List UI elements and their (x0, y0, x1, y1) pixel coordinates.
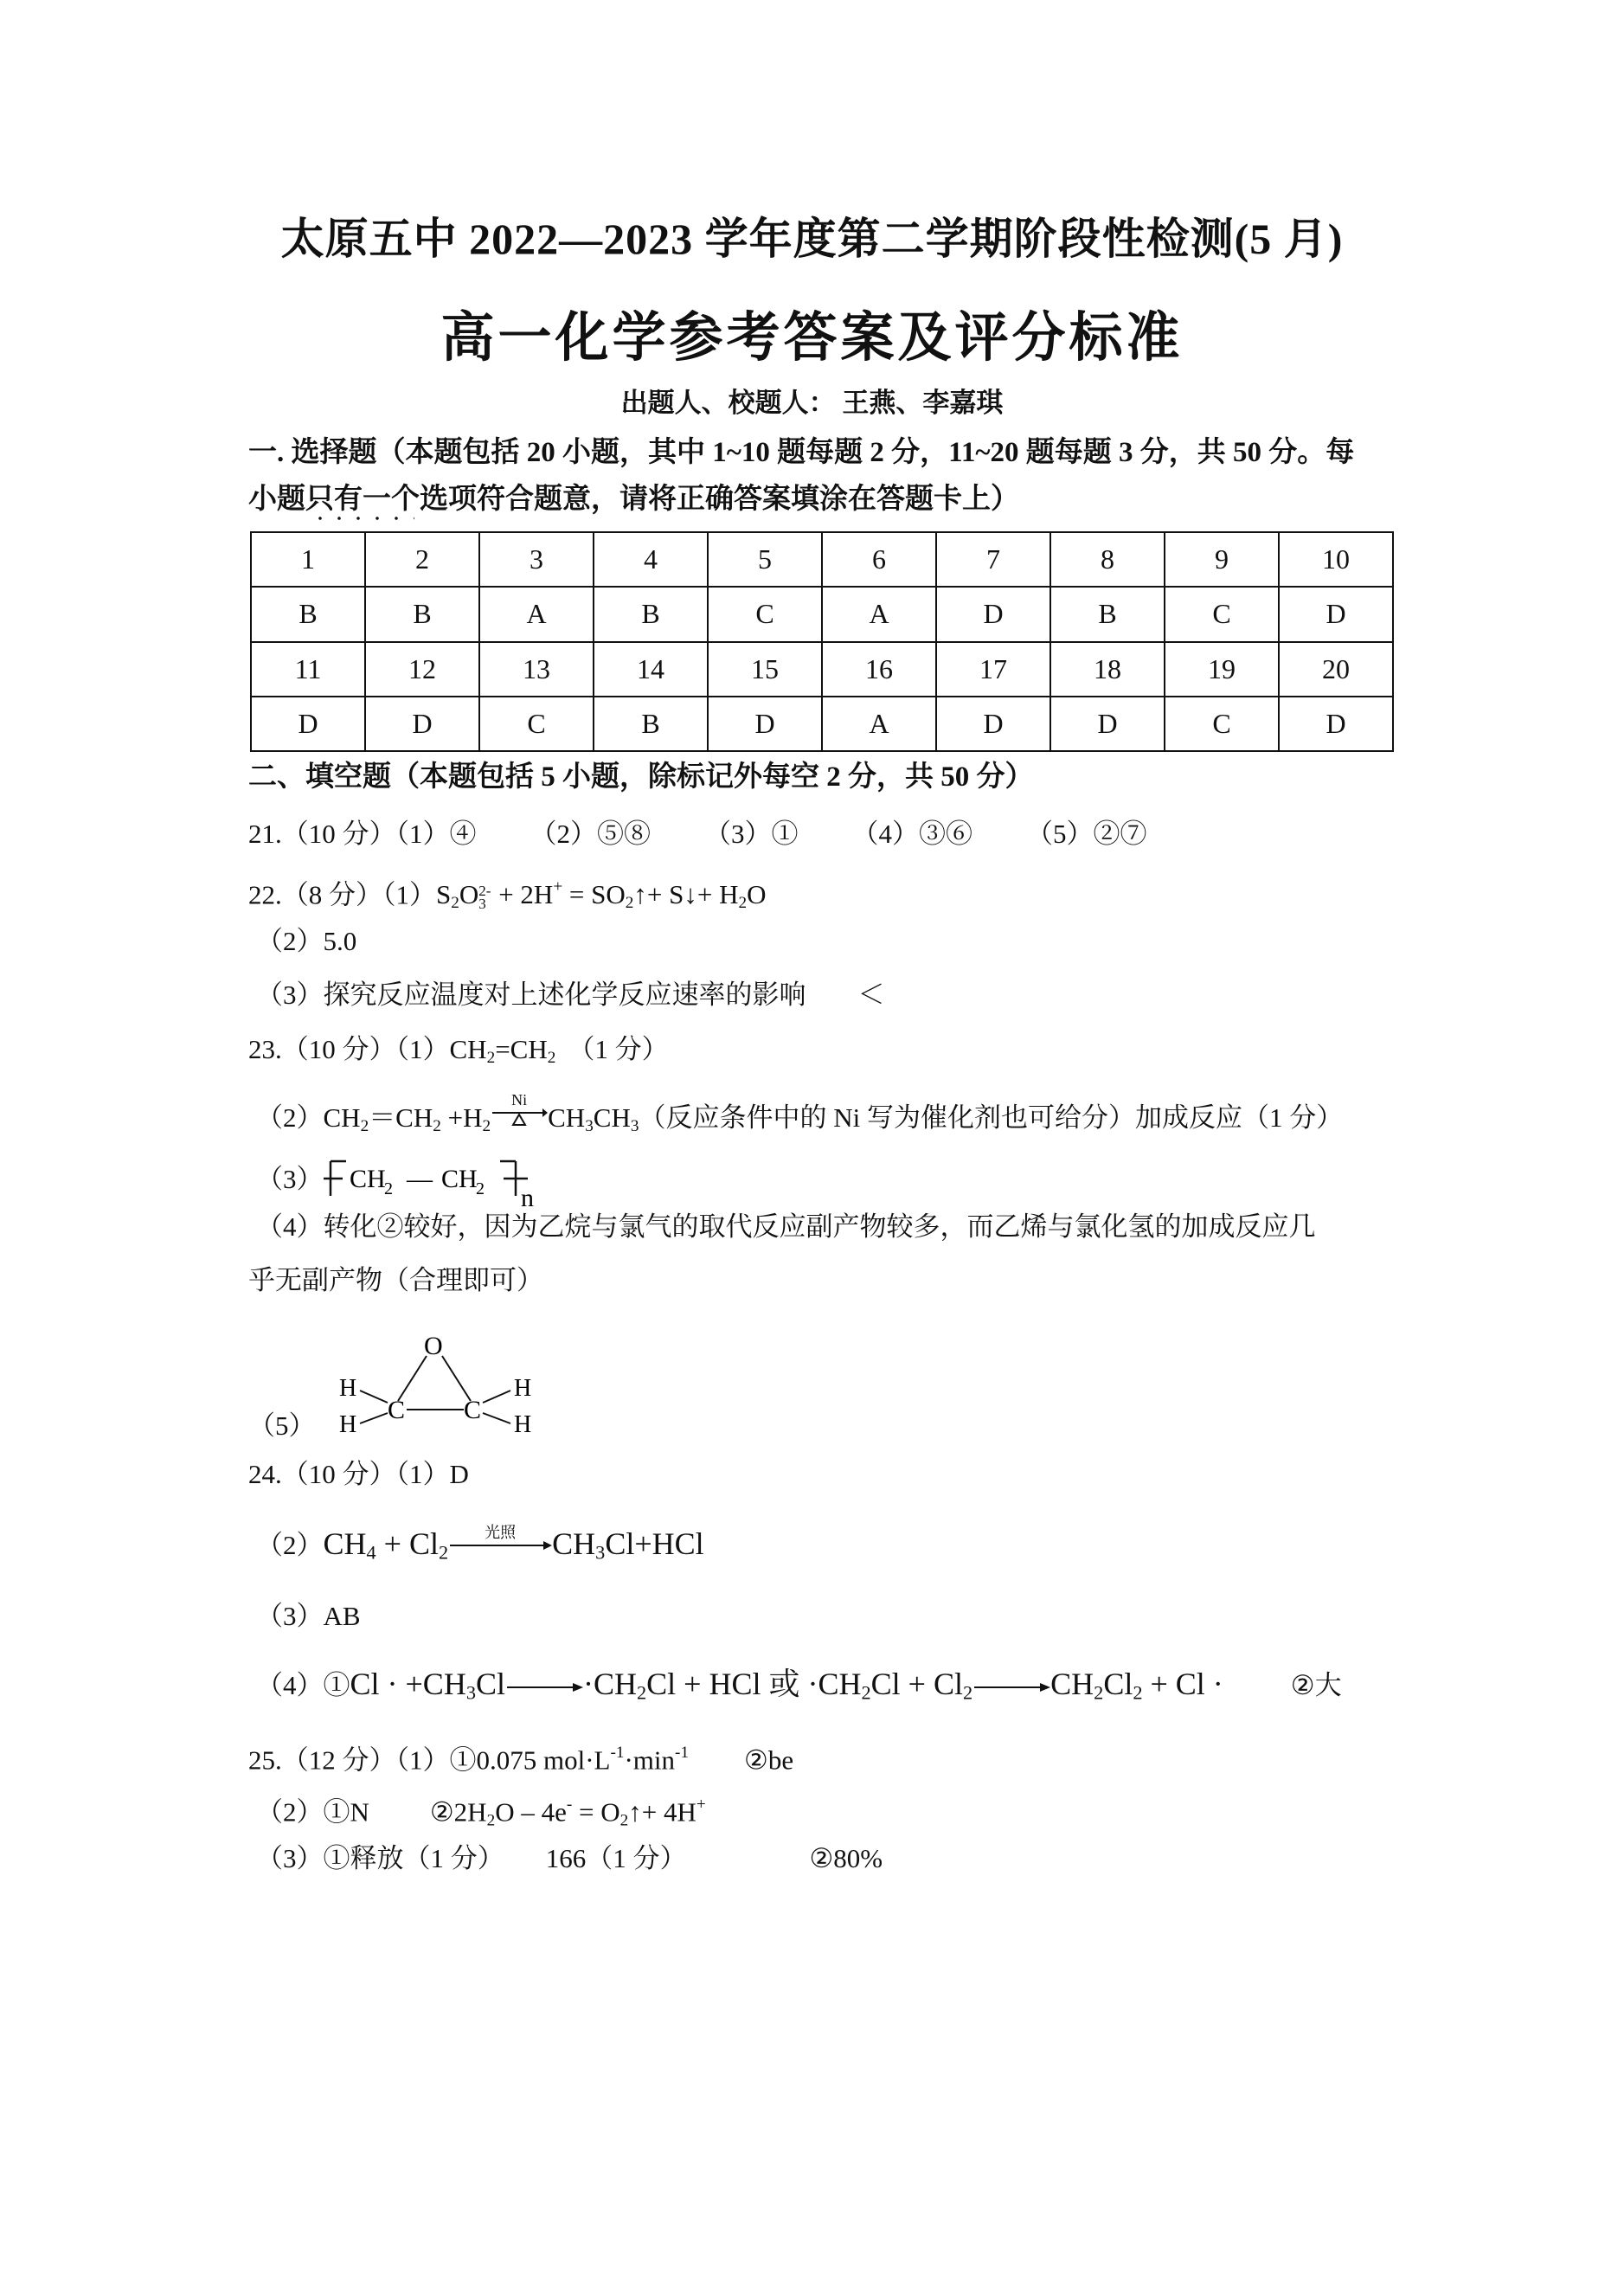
answer-row (251, 587, 1393, 641)
q22-line2: （2）5.0 (256, 926, 357, 956)
question-number-cell: 1 (251, 532, 365, 587)
question-number-cell: 7 (936, 532, 1050, 587)
q22-part3-answer: ＜ (857, 980, 885, 1010)
answer-cell: C (708, 587, 822, 641)
answer-cell: B (594, 587, 708, 641)
answer-cell: D (1279, 697, 1393, 751)
question-number-cell: 17 (936, 642, 1050, 697)
polymer-subscript-n: n (520, 1184, 534, 1208)
answer-cell: A (479, 587, 594, 641)
atom-H: H (339, 1375, 357, 1402)
ethylene-oxide-structure (337, 1330, 545, 1434)
q21-part5: （5）②⑦ (1026, 819, 1147, 849)
q22-line3 (256, 978, 885, 1012)
question-number-cell: 6 (822, 532, 936, 587)
answer-cell: A (822, 587, 936, 641)
q23-part5-label: （5） (248, 1410, 316, 1441)
svg-text:2: 2 (383, 1179, 393, 1198)
answer-table (250, 531, 1394, 752)
atom-O: O (424, 1332, 443, 1360)
q24-line2: $(2)CH_4 + Cl_2$ 光照 $CH_3Cl+HCl$ (256, 1523, 704, 1564)
document-title: 高一化学参考答案及评分标准 (440, 309, 1184, 368)
answer-cell: D (251, 697, 365, 751)
answer-cell: D (936, 697, 1050, 751)
q24-line1: 24.（10 分）（1）D (248, 1459, 469, 1489)
answer-cell: C (1165, 587, 1279, 641)
question-number-cell: 16 (822, 642, 936, 697)
q23-line1: 23.（10 分）$(1)CH_2=CH_2$ （1 分） (248, 1034, 669, 1067)
q22-line1 (248, 870, 766, 921)
reaction-arrow-light: 光照 (448, 1525, 552, 1551)
q24-part4-answer: ②大 (1290, 1670, 1342, 1700)
svg-text:2: 2 (475, 1179, 485, 1198)
q21-part2: （2）⑤⑧ (530, 819, 651, 849)
q22-prefix: 22.（8 分）（1） (248, 879, 436, 910)
question-number-cell: 10 (1279, 532, 1393, 587)
section1-heading-line2a: 小题 (248, 484, 305, 515)
answer-cell: B (594, 697, 708, 751)
section1-heading-line2b: 选项符合题意，请将正确答案填涂在答题卡上） (420, 484, 1019, 515)
polyethylene-structure (324, 1156, 566, 1208)
atom-H: H (514, 1411, 532, 1434)
answer-cell: B (1050, 587, 1165, 641)
answer-cell: A (822, 697, 936, 751)
q24-line3: （3）AB (256, 1601, 361, 1631)
q25-line2: （2）①N $②2H_2O - 4e^-$ = $O_2↑+ 4H^+$ (256, 1796, 706, 1830)
question-number-cell: 13 (479, 642, 594, 697)
svg-text:—: — (406, 1165, 433, 1193)
question-number-cell: 5 (708, 532, 822, 587)
question-number-cell: 11 (251, 642, 365, 697)
question-number-cell: 12 (365, 642, 479, 697)
polymer-ch2-a: CH (349, 1165, 386, 1193)
atom-H: H (339, 1411, 357, 1434)
q22-part3: （3）探究反应温度对上述化学反应速率的影响 (256, 980, 806, 1010)
answer-cell: B (365, 587, 479, 641)
answer-cell: D (936, 587, 1050, 641)
question-number-row (251, 642, 1393, 697)
question-number-cell: 15 (708, 642, 822, 697)
answer-cell: B (251, 587, 365, 641)
q25-line3: （3）①释放（1 分） 166（1 分） ②80% (256, 1843, 883, 1873)
answer-cell: D (365, 697, 479, 751)
question-number-cell: 9 (1165, 532, 1279, 587)
polymer-ch2-b: CH (440, 1165, 478, 1193)
question-number-cell: 4 (594, 532, 708, 587)
section2-heading: 二、填空题（本题包括 5 小题，除标记外每空 2 分，共 50 分） (248, 761, 1034, 793)
q25-line1: 25.（12 分）（1）①0.075 $mol\cdot L^{-1}\cdot\min^{-1}$ ②be (248, 1744, 794, 1776)
atom-H: H (514, 1375, 532, 1402)
reaction-arrow (505, 1681, 583, 1693)
q21-part1: 21.（10 分）（1）④ (248, 819, 477, 849)
answer-cell: C (1165, 697, 1279, 751)
q23-line3: （3） CH 2 — CH 2 n (256, 1156, 566, 1208)
q23-line4: （4）转化②较好，因为乙烷与氯气的取代反应副产物较多，而乙烯与氯化氢的加成反应几 (256, 1211, 1316, 1242)
q22-equation: $S_2O2-$ $3 + 2H^+ = SO_2↑+$ S↓+ $H_2O$ (436, 878, 767, 913)
answer-cell: D (708, 697, 822, 751)
question-number-row (251, 532, 1393, 587)
question-number-cell: 18 (1050, 642, 1165, 697)
question-number-cell: 14 (594, 642, 708, 697)
question-number-cell: 3 (479, 532, 594, 587)
atom-C-left: C (388, 1396, 406, 1424)
q21-part3: （3）① (704, 819, 799, 849)
atom-C-right: C (464, 1396, 482, 1424)
q23-line2: $(2)CH_2=CH_2 +H_2$ Ni $CH_3CH_3$（反应条件中的 Ni 写为催化剂也可给分）加成反应（1 分） (256, 1090, 1344, 1135)
answer-cell: D (1279, 587, 1393, 641)
answer-cell: C (479, 697, 594, 751)
q21-part4: （4）③⑥ (851, 819, 972, 849)
question-number-cell: 8 (1050, 532, 1165, 587)
authors-line: 出题人、校题人： 王燕、李嘉琪 (620, 388, 1004, 418)
question-number-cell: 2 (365, 532, 479, 587)
section1-heading (248, 429, 1399, 523)
q23-line5: 乎无副产物（合理即可） (248, 1265, 543, 1295)
q24-line4: （4）①Cl · $+CH_3Cl \cdot CH_2Cl$ + HCl 或 $\cdot CH_2Cl + Cl_2$ $CH_2Cl_2 + Cl$ · ②大 (256, 1667, 1342, 1704)
exam-title: 太原五中 2022—2023 学年度第二学期阶段性检测(5 月) (280, 215, 1344, 263)
question-number-cell: 20 (1279, 642, 1393, 697)
answer-row (251, 697, 1393, 751)
emphasis-dotted-text: 只有一个 (305, 484, 420, 515)
reaction-arrow-ni: Ni (491, 1092, 548, 1127)
answer-cell: D (1050, 697, 1165, 751)
q21-line (248, 817, 1147, 851)
section1-heading-line1: 一. 选择题（本题包括 20 小题，其中 1~10 题每题 2 分，11~20 题每题 3 分，共 50 分。每 (248, 437, 1355, 468)
reaction-arrow (972, 1681, 1050, 1693)
question-number-cell: 19 (1165, 642, 1279, 697)
